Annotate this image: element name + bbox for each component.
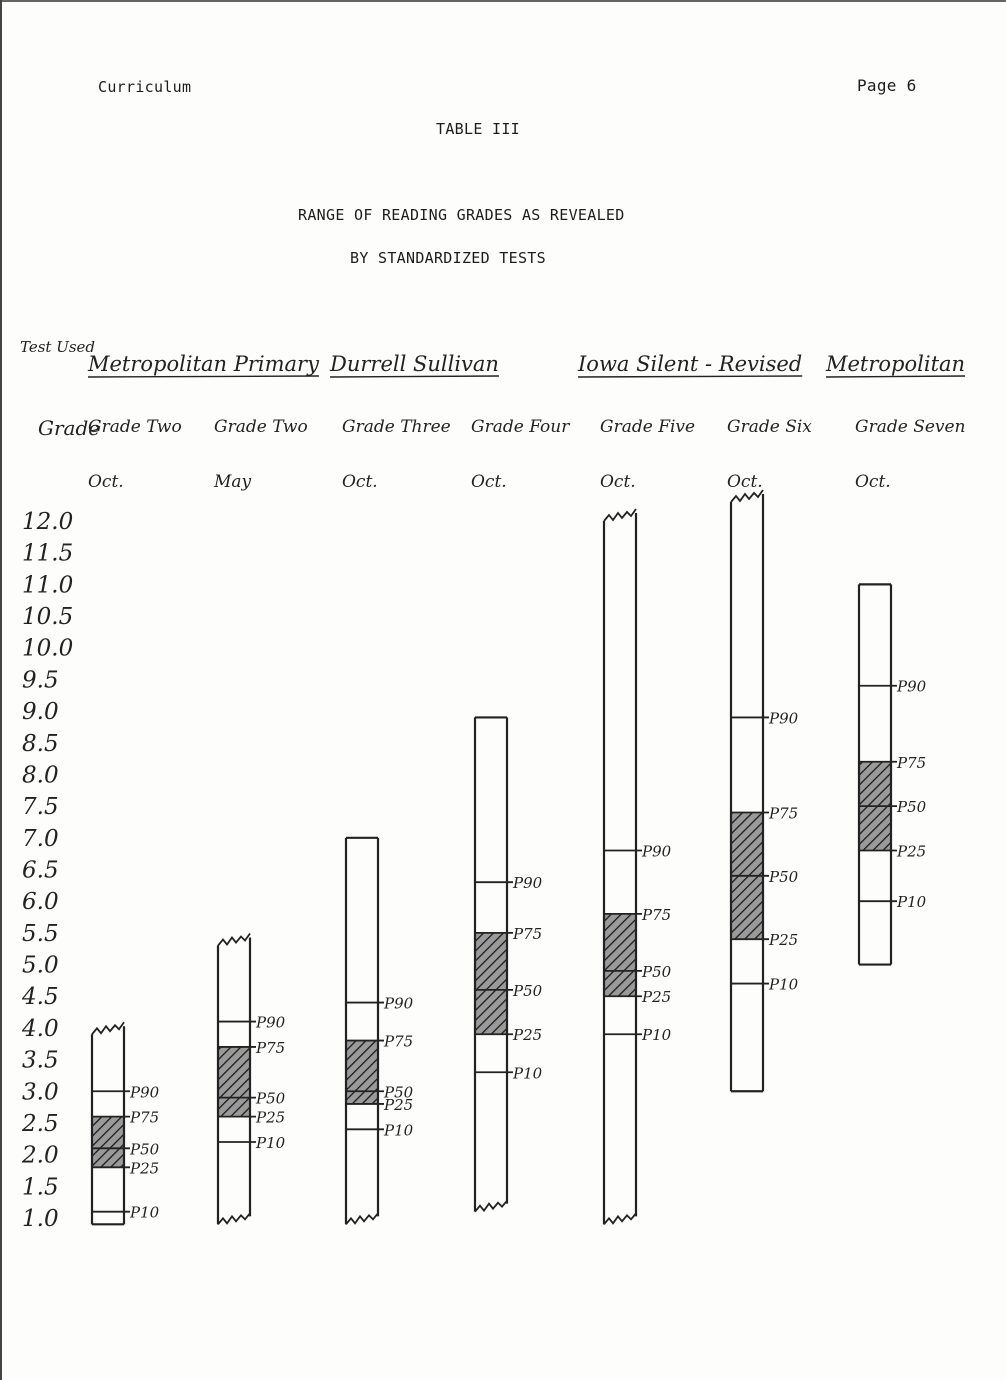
test-name-underline bbox=[330, 376, 499, 377]
grade-label: Grade Two bbox=[214, 417, 308, 437]
percentile-label-p50: P50 bbox=[130, 1140, 160, 1159]
y-tick-label: 6.5 bbox=[22, 857, 59, 884]
test-name-underline bbox=[88, 376, 319, 377]
bar-column-6 bbox=[731, 490, 799, 1091]
grade-label: Grade Three bbox=[342, 417, 451, 437]
chart-title-line1: RANGE OF READING GRADES AS REVEALED bbox=[298, 206, 625, 224]
month-label: Oct. bbox=[88, 472, 124, 492]
percentile-label-p90: P90 bbox=[256, 1013, 286, 1032]
shaded-band bbox=[218, 1047, 250, 1117]
percentile-label-p75: P75 bbox=[256, 1038, 286, 1057]
y-tick-label: 10.0 bbox=[22, 635, 74, 662]
shaded-band bbox=[604, 914, 636, 996]
grade-label: Grade Four bbox=[471, 417, 570, 437]
y-tick-label: 9.5 bbox=[22, 667, 59, 694]
percentile-label-p75: P75 bbox=[642, 905, 672, 924]
y-tick-label: 9.0 bbox=[22, 699, 59, 726]
percentile-label-p25: P25 bbox=[769, 931, 799, 950]
table-label: TABLE III bbox=[436, 120, 520, 138]
percentile-label-p10: P10 bbox=[256, 1133, 286, 1152]
grade-label: Grade Six bbox=[727, 417, 812, 437]
percentile-label-p90: P90 bbox=[384, 994, 414, 1013]
bar-column-1 bbox=[92, 1022, 160, 1224]
y-tick-label: 8.5 bbox=[22, 730, 59, 757]
y-tick-label: 11.5 bbox=[22, 540, 74, 567]
bar-bottom-break bbox=[346, 1213, 378, 1224]
percentile-label-p25: P25 bbox=[897, 842, 927, 861]
percentile-label-p50: P50 bbox=[513, 981, 543, 1000]
percentile-label-p90: P90 bbox=[513, 874, 543, 893]
percentile-label-p50: P50 bbox=[769, 867, 799, 886]
y-tick-label: 2.0 bbox=[22, 1142, 59, 1169]
percentile-label-p90: P90 bbox=[897, 677, 927, 696]
y-tick-label: 12.0 bbox=[22, 509, 74, 535]
y-tick-label: 7.5 bbox=[22, 794, 59, 821]
y-tick-label: 6.0 bbox=[22, 889, 59, 916]
percentile-label-p75: P75 bbox=[130, 1108, 160, 1127]
row-label-test-used: Test Used bbox=[20, 338, 96, 356]
chart-title-line2: BY STANDARDIZED TESTS bbox=[350, 249, 546, 267]
test-name-underline bbox=[826, 376, 965, 377]
y-tick-label: 3.5 bbox=[22, 1047, 59, 1074]
shaded-band bbox=[92, 1117, 124, 1168]
test-name-4: Metropolitan bbox=[826, 352, 966, 376]
test-name-3: Iowa Silent - Revised bbox=[578, 352, 803, 376]
percentile-label-p10: P10 bbox=[642, 1026, 672, 1045]
percentile-label-p90: P90 bbox=[642, 842, 672, 861]
percentile-label-p10: P10 bbox=[513, 1064, 543, 1083]
percentile-label-p75: P75 bbox=[897, 753, 927, 772]
grade-label: Grade Two bbox=[88, 417, 182, 437]
bar-column-7 bbox=[859, 584, 927, 964]
bar-column-5 bbox=[604, 509, 672, 1224]
percentile-label-p90: P90 bbox=[130, 1083, 160, 1102]
y-tick-label: 2.5 bbox=[22, 1110, 59, 1137]
header-left: Curriculum bbox=[98, 78, 192, 96]
percentile-label-p25: P25 bbox=[642, 988, 672, 1007]
y-tick-label: 5.5 bbox=[22, 920, 59, 947]
bar-bottom-break bbox=[604, 1213, 636, 1224]
grade-label: Grade Five bbox=[600, 417, 696, 437]
month-label: Oct. bbox=[600, 472, 636, 492]
y-tick-label: 7.0 bbox=[22, 825, 59, 852]
month-label: Oct. bbox=[342, 472, 378, 492]
percentile-label-p25: P25 bbox=[256, 1108, 286, 1127]
test-name-2: Durrell Sullivan bbox=[330, 352, 499, 376]
percentile-label-p25: P25 bbox=[384, 1095, 414, 1114]
y-tick-label: 1.5 bbox=[22, 1174, 59, 1201]
bar-bottom-break bbox=[218, 1213, 250, 1224]
percentile-label-p10: P10 bbox=[897, 893, 927, 912]
y-tick-label: 4.5 bbox=[22, 984, 59, 1011]
shaded-band bbox=[475, 933, 507, 1034]
grade-label: Grade Seven bbox=[855, 417, 966, 437]
bar-top-break bbox=[218, 934, 250, 946]
percentile-label-p50: P50 bbox=[642, 962, 672, 981]
month-label: Oct. bbox=[727, 472, 763, 492]
y-tick-label: 3.0 bbox=[22, 1079, 59, 1106]
y-tick-label: 11.0 bbox=[22, 572, 74, 599]
y-tick-label: 10.5 bbox=[22, 604, 74, 631]
shaded-band bbox=[346, 1041, 378, 1104]
bar-top-break bbox=[92, 1022, 124, 1034]
percentile-label-p25: P25 bbox=[513, 1026, 543, 1045]
month-label: May bbox=[214, 472, 252, 492]
y-tick-label: 1.0 bbox=[22, 1206, 59, 1232]
page-number: Page 6 bbox=[857, 76, 917, 95]
percentile-label-p90: P90 bbox=[769, 709, 799, 728]
test-name-underline bbox=[578, 376, 802, 377]
percentile-label-p10: P10 bbox=[384, 1121, 414, 1140]
y-tick-label: 4.0 bbox=[22, 1015, 59, 1042]
bar-column-3 bbox=[346, 838, 414, 1225]
percentile-label-p10: P10 bbox=[130, 1203, 160, 1222]
y-tick-label: 8.0 bbox=[22, 762, 59, 789]
month-label: Oct. bbox=[855, 472, 891, 492]
percentile-label-p50: P50 bbox=[256, 1089, 286, 1108]
month-label: Oct. bbox=[471, 472, 507, 492]
bar-column-2 bbox=[218, 934, 286, 1225]
bar-top-break bbox=[604, 509, 636, 521]
percentile-label-p10: P10 bbox=[769, 975, 799, 994]
percentile-label-p75: P75 bbox=[769, 804, 799, 823]
row-label-grade-text: Grade bbox=[38, 416, 101, 440]
percentile-label-p75: P75 bbox=[513, 924, 543, 943]
percentile-label-p50: P50 bbox=[897, 798, 927, 817]
y-tick-label: 5.0 bbox=[22, 952, 59, 979]
bar-column-4 bbox=[475, 717, 543, 1211]
percentile-label-p75: P75 bbox=[384, 1032, 414, 1051]
percentile-label-p25: P25 bbox=[130, 1159, 160, 1178]
test-name-1: Metropolitan Primary bbox=[88, 352, 319, 376]
bar-bottom-break bbox=[475, 1201, 507, 1212]
percentile-label-p50: P50 bbox=[384, 1083, 414, 1102]
